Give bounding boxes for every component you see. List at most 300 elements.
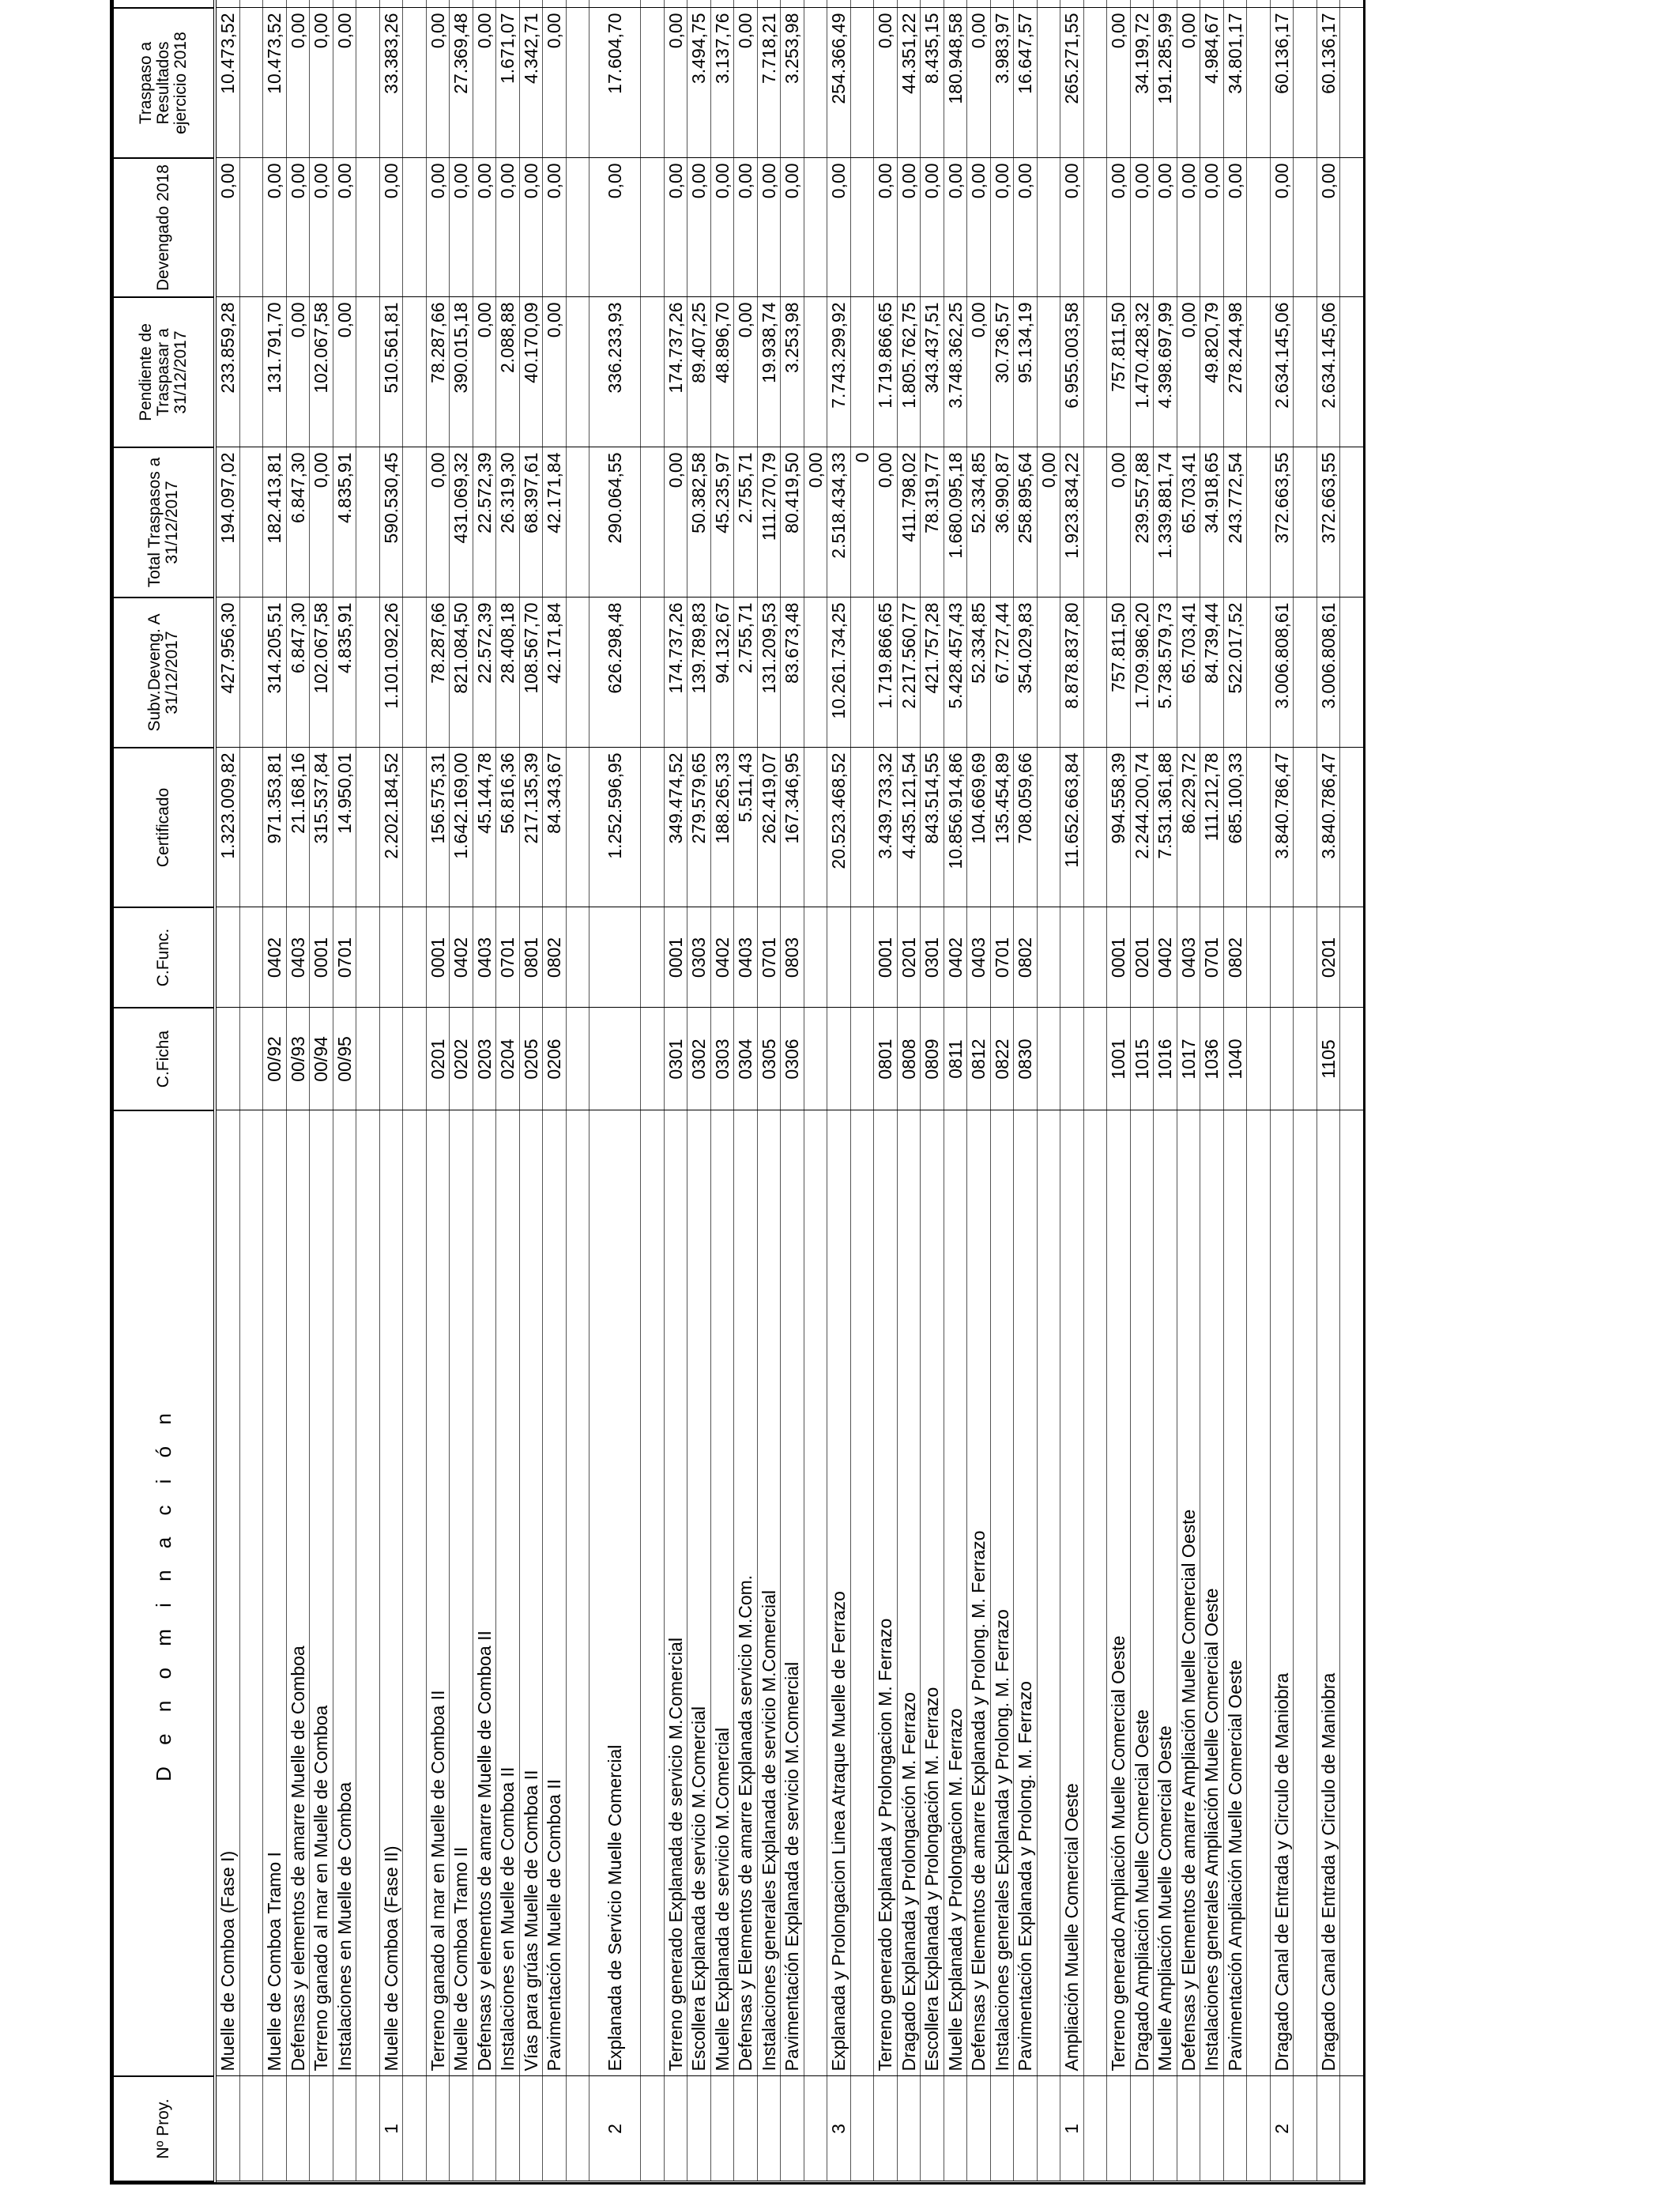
table-row bbox=[897, 0, 921, 2181]
subv-cell bbox=[1294, 598, 1317, 748]
cfunc-cell bbox=[1060, 907, 1084, 1008]
total-traspasos-cell: 0,00 bbox=[664, 447, 687, 598]
pendiente-2017-cell: 4.398.697,99 bbox=[1154, 297, 1177, 447]
denominacion-cell bbox=[1294, 1110, 1317, 2076]
cficha-cell bbox=[403, 1008, 427, 1110]
pendiente-2017-cell: 3.748.362,25 bbox=[944, 297, 967, 447]
certificado-cell: 188.265,33 bbox=[710, 748, 734, 907]
blank-row bbox=[239, 0, 263, 2181]
header-cfunc: C.Func. bbox=[113, 907, 215, 1008]
nproy-cell bbox=[710, 2076, 734, 2181]
devengado-2018-cell bbox=[403, 158, 427, 297]
certificado-cell: 217.135,39 bbox=[519, 748, 543, 907]
cfunc-cell: 0701 bbox=[990, 907, 1014, 1008]
table-row bbox=[944, 0, 967, 2181]
table-row bbox=[543, 0, 567, 2181]
traspaso-resultados-cell: 1.671,07 bbox=[496, 8, 520, 158]
cfunc-cell: 0001 bbox=[310, 907, 333, 1008]
cficha-cell bbox=[356, 1008, 380, 1110]
total-traspasos-cell bbox=[403, 447, 427, 598]
pendiente-2018-cell bbox=[921, 0, 944, 8]
denominacion-cell: Instalaciones en Muelle de Comboa II bbox=[496, 1110, 520, 2076]
pendiente-2018-cell bbox=[519, 0, 543, 8]
pendiente-2017-cell: 510.561,81 bbox=[379, 297, 403, 447]
certificado-cell bbox=[239, 748, 263, 907]
nproy-cell bbox=[1130, 2076, 1154, 2181]
denominacion-cell bbox=[1340, 1110, 1363, 2076]
subv-cell: 139.789,83 bbox=[687, 598, 711, 748]
certificado-cell: 111.212,78 bbox=[1200, 748, 1224, 907]
pendiente-2018-cell bbox=[990, 0, 1014, 8]
pendiente-2017-cell: 6.955.003,58 bbox=[1060, 297, 1084, 447]
devengado-2018-cell bbox=[566, 158, 590, 297]
cficha-cell: 0202 bbox=[450, 1008, 473, 1110]
total-traspasos-cell: 0,00 bbox=[426, 447, 450, 598]
total-traspasos-cell: 6.847,30 bbox=[286, 447, 310, 598]
devengado-2018-cell: 0,00 bbox=[1200, 158, 1224, 297]
pendiente-2018-cell bbox=[827, 0, 851, 8]
cfunc-cell: 0402 bbox=[710, 907, 734, 1008]
certificado-cell bbox=[641, 748, 665, 907]
pendiente-2017-cell: 89.407,25 bbox=[687, 297, 711, 447]
traspaso-resultados-cell bbox=[239, 8, 263, 158]
pendiente-2018-cell bbox=[967, 0, 991, 8]
traspaso-resultados-cell: 7.718,21 bbox=[757, 8, 781, 158]
nproy-cell bbox=[215, 2076, 239, 2181]
nproy-cell: 1 bbox=[1060, 2076, 1084, 2181]
denominacion-cell: Terreno generado Ampliación Muelle Comercial Oeste bbox=[1107, 1110, 1131, 2076]
denominacion-cell bbox=[850, 1110, 874, 2076]
pendiente-2017-cell: 7.743.299,92 bbox=[827, 297, 851, 447]
pendiente-2017-cell: 1.805.762,75 bbox=[897, 297, 921, 447]
nproy-cell bbox=[1223, 2076, 1247, 2181]
devengado-2018-cell: 0,00 bbox=[757, 158, 781, 297]
denominacion-cell: Pavimentación Explanada de servicio M.Comercial bbox=[781, 1110, 804, 2076]
pendiente-2017-cell: 0,00 bbox=[473, 297, 496, 447]
cfunc-cell: 0301 bbox=[921, 907, 944, 1008]
nproy-cell bbox=[990, 2076, 1014, 2181]
cficha-cell: 1105 bbox=[1317, 1008, 1340, 1110]
denominacion-cell: Defensas y elementos de amarre Muelle de Comboa II bbox=[473, 1110, 496, 2076]
certificado-cell: 7.531.361,88 bbox=[1154, 748, 1177, 907]
pendiente-2017-cell bbox=[356, 297, 380, 447]
denominacion-cell: Dragado Explanada y Prolongación M. Ferrazo bbox=[897, 1110, 921, 2076]
total-traspasos-cell: 0,00 bbox=[310, 447, 333, 598]
devengado-2018-cell: 0,00 bbox=[333, 158, 356, 297]
pendiente-2018-cell bbox=[566, 0, 590, 8]
traspaso-resultados-cell: 3.137,76 bbox=[710, 8, 734, 158]
certificado-cell: 2.202.184,52 bbox=[379, 748, 403, 907]
cfunc-cell bbox=[1247, 907, 1271, 1008]
certificado-cell: 11.652.663,84 bbox=[1060, 748, 1084, 907]
cficha-cell: 0801 bbox=[874, 1008, 898, 1110]
denominacion-cell: Dragado Canal de Entrada y Circulo de Maniobra bbox=[1270, 1110, 1294, 2076]
cfunc-cell: 0403 bbox=[734, 907, 758, 1008]
cfunc-cell bbox=[804, 907, 827, 1008]
certificado-cell bbox=[566, 748, 590, 907]
denominacion-cell bbox=[1083, 1110, 1107, 2076]
cfunc-cell: 0403 bbox=[967, 907, 991, 1008]
table-row bbox=[310, 0, 333, 2181]
traspaso-resultados-cell: 0,00 bbox=[426, 8, 450, 158]
nproy-cell bbox=[1014, 2076, 1038, 2181]
blank-row bbox=[1083, 0, 1107, 2181]
devengado-2018-cell: 0,00 bbox=[379, 158, 403, 297]
cficha-cell bbox=[804, 1008, 827, 1110]
traspaso-resultados-cell: 0,00 bbox=[1177, 8, 1200, 158]
cficha-cell: 1001 bbox=[1107, 1008, 1131, 1110]
table-row bbox=[804, 0, 827, 2181]
table-row bbox=[450, 0, 473, 2181]
cficha-cell bbox=[379, 1008, 403, 1110]
devengado-2018-cell: 0,00 bbox=[543, 158, 567, 297]
cfunc-cell: 0403 bbox=[473, 907, 496, 1008]
cfunc-cell: 0001 bbox=[1107, 907, 1131, 1008]
nproy-cell bbox=[403, 2076, 427, 2181]
cfunc-cell: 0201 bbox=[897, 907, 921, 1008]
traspaso-resultados-cell bbox=[1037, 8, 1060, 158]
group-row bbox=[590, 0, 641, 2181]
certificado-cell: 135.454,89 bbox=[990, 748, 1014, 907]
pendiente-2017-cell bbox=[239, 297, 263, 447]
table-row bbox=[426, 0, 450, 2181]
devengado-2018-cell: 0,00 bbox=[897, 158, 921, 297]
header-denominacion: D e n o m i n a c i ó n bbox=[113, 1110, 215, 2076]
table-row bbox=[687, 0, 711, 2181]
table-row bbox=[710, 0, 734, 2181]
header-pendiente-2017: Pendiente de Traspasar a 31/12/2017 bbox=[113, 297, 215, 447]
certificado-cell: 10.856.914,86 bbox=[944, 748, 967, 907]
pendiente-2017-cell: 757.811,50 bbox=[1107, 297, 1131, 447]
traspaso-resultados-cell: 0,00 bbox=[967, 8, 991, 158]
pendiente-2017-cell: 343.437,51 bbox=[921, 297, 944, 447]
cficha-cell: 0305 bbox=[757, 1008, 781, 1110]
denominacion-cell bbox=[641, 1110, 665, 2076]
pendiente-2018-cell bbox=[781, 0, 804, 8]
pendiente-2017-cell: 2.088,88 bbox=[496, 297, 520, 447]
cficha-cell bbox=[590, 1008, 641, 1110]
devengado-2018-cell: 0,00 bbox=[874, 158, 898, 297]
total-traspasos-cell: 431.069,32 bbox=[450, 447, 473, 598]
pendiente-2017-cell: 48.896,70 bbox=[710, 297, 734, 447]
traspaso-resultados-cell: 265.271,55 bbox=[1060, 8, 1084, 158]
pendiente-2018-cell bbox=[215, 0, 239, 8]
traspaso-resultados-cell bbox=[1083, 8, 1107, 158]
denominacion-cell: Explanada y Prolongacion Linea Atraque Muelle de Ferrazo bbox=[827, 1110, 851, 2076]
cficha-cell: 0811 bbox=[944, 1008, 967, 1110]
denominacion-cell: Dragado Ampliación Muelle Comercial Oeste bbox=[1130, 1110, 1154, 2076]
nproy-cell bbox=[1177, 2076, 1200, 2181]
cfunc-cell: 0402 bbox=[944, 907, 967, 1008]
cficha-cell bbox=[1060, 1008, 1084, 1110]
cfunc-cell: 0701 bbox=[496, 907, 520, 1008]
cfunc-cell: 0701 bbox=[333, 907, 356, 1008]
nproy-cell bbox=[687, 2076, 711, 2181]
pendiente-2018-cell bbox=[1270, 0, 1294, 8]
pendiente-2017-cell bbox=[804, 297, 827, 447]
cficha-cell: 0808 bbox=[897, 1008, 921, 1110]
subv-cell: 52.334,85 bbox=[967, 598, 991, 748]
pendiente-2018-cell bbox=[874, 0, 898, 8]
devengado-2018-cell bbox=[1294, 158, 1317, 297]
cficha-cell: 00/92 bbox=[263, 1008, 287, 1110]
devengado-2018-cell: 0,00 bbox=[827, 158, 851, 297]
devengado-2018-cell: 0,00 bbox=[286, 158, 310, 297]
certificado-cell: 3.840.786,47 bbox=[1270, 748, 1294, 907]
traspaso-resultados-cell: 16.647,57 bbox=[1014, 8, 1038, 158]
cfunc-cell bbox=[566, 907, 590, 1008]
cfunc-cell: 0801 bbox=[519, 907, 543, 1008]
subv-cell: 421.757,28 bbox=[921, 598, 944, 748]
certificado-cell: 5.511,43 bbox=[734, 748, 758, 907]
subv-cell: 10.261.734,25 bbox=[827, 598, 851, 748]
nproy-cell bbox=[850, 2076, 874, 2181]
pendiente-2018-cell bbox=[1177, 0, 1200, 8]
certificado-cell: 4.435.121,54 bbox=[897, 748, 921, 907]
devengado-2018-cell: 0,00 bbox=[263, 158, 287, 297]
devengado-2018-cell bbox=[1083, 158, 1107, 297]
subv-cell: 1.719.866,65 bbox=[874, 598, 898, 748]
denominacion-cell: Pavimentación Muelle de Comboa II bbox=[543, 1110, 567, 2076]
traspaso-resultados-cell: 60.136,17 bbox=[1317, 8, 1340, 158]
total-traspasos-cell: 0,00 bbox=[1037, 447, 1060, 598]
blank-row bbox=[356, 0, 380, 2181]
cfunc-cell bbox=[1294, 907, 1317, 1008]
pendiente-2018-cell bbox=[664, 0, 687, 8]
pendiente-2017-cell bbox=[1294, 297, 1317, 447]
traspaso-resultados-cell: 10.473,52 bbox=[215, 8, 239, 158]
pendiente-2017-cell bbox=[1340, 297, 1363, 447]
pendiente-2018-cell bbox=[1200, 0, 1224, 8]
devengado-2018-cell: 0,00 bbox=[426, 158, 450, 297]
cfunc-cell: 0802 bbox=[1014, 907, 1038, 1008]
table-row bbox=[286, 0, 310, 2181]
devengado-2018-cell: 0,00 bbox=[710, 158, 734, 297]
nproy-cell bbox=[641, 2076, 665, 2181]
cficha-cell: 0302 bbox=[687, 1008, 711, 1110]
total-traspasos-cell: 372.663,55 bbox=[1270, 447, 1294, 598]
pendiente-2018-cell bbox=[263, 0, 287, 8]
nproy-cell bbox=[944, 2076, 967, 2181]
denominacion-cell bbox=[1037, 1110, 1060, 2076]
denominacion-cell: Pavimentación Ampliación Muelle Comercial Oeste bbox=[1223, 1110, 1247, 2076]
pendiente-2018-cell bbox=[1154, 0, 1177, 8]
table-row bbox=[1154, 0, 1177, 2181]
nproy-cell bbox=[1107, 2076, 1131, 2181]
total-traspasos-cell: 1.339.881,74 bbox=[1154, 447, 1177, 598]
pendiente-2018-cell bbox=[1037, 0, 1060, 8]
denominacion-cell: Escollera Explanada de servicio M.Comercial bbox=[687, 1110, 711, 2076]
devengado-2018-cell: 0,00 bbox=[781, 158, 804, 297]
pendiente-2018-cell bbox=[641, 0, 665, 8]
pendiente-2018-cell bbox=[850, 0, 874, 8]
pendiente-2018-cell bbox=[496, 0, 520, 8]
devengado-2018-cell: 0,00 bbox=[1107, 158, 1131, 297]
subv-cell bbox=[1340, 598, 1363, 748]
pendiente-2017-cell bbox=[1083, 297, 1107, 447]
devengado-2018-cell: 0,00 bbox=[1177, 158, 1200, 297]
pendiente-2017-cell: 278.244,98 bbox=[1223, 297, 1247, 447]
subv-cell: 427.956,30 bbox=[215, 598, 239, 748]
total-traspasos-cell: 0,00 bbox=[1107, 447, 1131, 598]
nproy-cell: 2 bbox=[1270, 2076, 1294, 2181]
devengado-2018-cell: 0,00 bbox=[1014, 158, 1038, 297]
denominacion-cell: Instalaciones generales Explanada y Prolong. M. Ferrazo bbox=[990, 1110, 1014, 2076]
table-row bbox=[921, 0, 944, 2181]
cficha-cell: 1016 bbox=[1154, 1008, 1177, 1110]
pendiente-2017-cell: 0,00 bbox=[967, 297, 991, 447]
subv-cell: 102.067,58 bbox=[310, 598, 333, 748]
total-traspasos-cell: 243.772,54 bbox=[1223, 447, 1247, 598]
devengado-2018-cell: 0,00 bbox=[310, 158, 333, 297]
devengado-2018-cell: 0,00 bbox=[990, 158, 1014, 297]
cfunc-cell: 0402 bbox=[1154, 907, 1177, 1008]
subv-cell: 1.709.986,20 bbox=[1130, 598, 1154, 748]
nproy-cell bbox=[356, 2076, 380, 2181]
pendiente-2017-cell: 336.233,93 bbox=[590, 297, 641, 447]
traspaso-resultados-cell bbox=[1247, 8, 1271, 158]
devengado-2018-cell: 0,00 bbox=[687, 158, 711, 297]
denominacion-cell: Vías para grúas Muelle de Comboa II bbox=[519, 1110, 543, 2076]
header-certificado: Certificado bbox=[113, 748, 215, 907]
blank-row bbox=[641, 0, 665, 2181]
traspaso-resultados-cell: 0,00 bbox=[543, 8, 567, 158]
denominacion-cell: Ampliación Muelle Comercial Oeste bbox=[1060, 1110, 1084, 2076]
header-pendiente-2018 bbox=[113, 0, 215, 8]
pendiente-2018-cell bbox=[239, 0, 263, 8]
certificado-cell bbox=[850, 748, 874, 907]
pendiente-2018-cell bbox=[590, 0, 641, 8]
traspaso-resultados-cell: 0,00 bbox=[1107, 8, 1131, 158]
pendiente-2018-cell bbox=[897, 0, 921, 8]
pendiente-2017-cell: 40.170,09 bbox=[519, 297, 543, 447]
cfunc-cell bbox=[641, 907, 665, 1008]
subv-cell: 2.217.560,77 bbox=[897, 598, 921, 748]
traspaso-resultados-cell: 3.494,75 bbox=[687, 8, 711, 158]
cfunc-cell: 0001 bbox=[426, 907, 450, 1008]
subv-cell: 8.878.837,80 bbox=[1060, 598, 1084, 748]
denominacion-cell: Muelle de Comboa (Fase I) bbox=[215, 1110, 239, 2076]
devengado-2018-cell: 0,00 bbox=[496, 158, 520, 297]
pendiente-2017-cell: 0,00 bbox=[333, 297, 356, 447]
cfunc-cell bbox=[827, 907, 851, 1008]
certificado-cell: 3.840.786,47 bbox=[1317, 748, 1340, 907]
total-traspasos-cell: 42.171,84 bbox=[543, 447, 567, 598]
certificado-cell: 56.816,36 bbox=[496, 748, 520, 907]
table-row bbox=[967, 0, 991, 2181]
table-row bbox=[990, 0, 1014, 2181]
table-row bbox=[263, 0, 287, 2181]
nproy-cell bbox=[757, 2076, 781, 2181]
cfunc-cell bbox=[1340, 907, 1363, 1008]
devengado-2018-cell: 0,00 bbox=[1060, 158, 1084, 297]
subv-cell bbox=[566, 598, 590, 748]
nproy-cell bbox=[286, 2076, 310, 2181]
pendiente-2017-cell: 0,00 bbox=[543, 297, 567, 447]
denominacion-cell: Muelle Explanada de servicio M.Comercial bbox=[710, 1110, 734, 2076]
nproy-cell bbox=[496, 2076, 520, 2181]
cficha-cell: 1015 bbox=[1130, 1008, 1154, 1110]
cfunc-cell: 0802 bbox=[1223, 907, 1247, 1008]
subv-cell: 131.209,53 bbox=[757, 598, 781, 748]
subv-cell bbox=[850, 598, 874, 748]
traspaso-resultados-cell: 0,00 bbox=[874, 8, 898, 158]
header-subv: Subv.Deveng. A 31/12/2017 bbox=[113, 598, 215, 748]
certificado-cell: 20.523.468,52 bbox=[827, 748, 851, 907]
cficha-cell: 0822 bbox=[990, 1008, 1014, 1110]
total-traspasos-cell: 2.518.434,33 bbox=[827, 447, 851, 598]
denominacion-cell bbox=[239, 1110, 263, 2076]
total-traspasos-cell: 1.680.095,18 bbox=[944, 447, 967, 598]
total-traspasos-cell: 239.557,88 bbox=[1130, 447, 1154, 598]
pendiente-2018-cell bbox=[944, 0, 967, 8]
nproy-cell bbox=[450, 2076, 473, 2181]
cficha-cell: 0812 bbox=[967, 1008, 991, 1110]
cficha-cell bbox=[1037, 1008, 1060, 1110]
nproy-cell bbox=[1037, 2076, 1060, 2181]
certificado-cell bbox=[1037, 748, 1060, 907]
certificado-cell: 86.229,72 bbox=[1177, 748, 1200, 907]
nproy-cell bbox=[1154, 2076, 1177, 2181]
group-row bbox=[379, 0, 403, 2181]
pendiente-2017-cell: 0,00 bbox=[1177, 297, 1200, 447]
traspaso-resultados-cell: 0,00 bbox=[333, 8, 356, 158]
header-traspaso-resultados: Traspaso a Resultados ejercicio 2018 bbox=[113, 8, 215, 158]
pendiente-2018-cell bbox=[450, 0, 473, 8]
table-row bbox=[1200, 0, 1224, 2181]
nproy-cell bbox=[473, 2076, 496, 2181]
table-row bbox=[519, 0, 543, 2181]
subv-cell: 6.847,30 bbox=[286, 598, 310, 748]
table-row bbox=[734, 0, 758, 2181]
devengado-2018-cell: 0,00 bbox=[1317, 158, 1340, 297]
total-traspasos-cell: 52.334,85 bbox=[967, 447, 991, 598]
certificado-cell bbox=[356, 748, 380, 907]
devengado-2018-cell bbox=[1037, 158, 1060, 297]
nproy-cell: 1 bbox=[379, 2076, 403, 2181]
denominacion-cell: Instalaciones generales Explanada de servicio M.Comercial bbox=[757, 1110, 781, 2076]
nproy-cell bbox=[239, 2076, 263, 2181]
total-traspasos-cell: 258.895,64 bbox=[1014, 447, 1038, 598]
pendiente-2017-cell: 19.938,74 bbox=[757, 297, 781, 447]
cficha-cell bbox=[239, 1008, 263, 1110]
traspaso-resultados-cell bbox=[641, 8, 665, 158]
cficha-cell bbox=[850, 1008, 874, 1110]
devengado-2018-cell bbox=[1340, 158, 1363, 297]
pendiente-2018-cell bbox=[426, 0, 450, 8]
cficha-cell bbox=[566, 1008, 590, 1110]
traspaso-resultados-cell: 33.383,26 bbox=[379, 8, 403, 158]
denominacion-cell: Terreno generado Explanada y Prolongacion M. Ferrazo bbox=[874, 1110, 898, 2076]
group-row bbox=[827, 0, 851, 2181]
table-body bbox=[215, 0, 1363, 2181]
traspaso-resultados-cell bbox=[804, 8, 827, 158]
cficha-cell: 0306 bbox=[781, 1008, 804, 1110]
cficha-cell: 0301 bbox=[664, 1008, 687, 1110]
cficha-cell: 0809 bbox=[921, 1008, 944, 1110]
certificado-cell: 21.168,16 bbox=[286, 748, 310, 907]
subv-cell: 108.567,70 bbox=[519, 598, 543, 748]
subv-cell: 83.673,48 bbox=[781, 598, 804, 748]
table-row bbox=[1223, 0, 1247, 2181]
devengado-2018-cell: 0,00 bbox=[215, 158, 239, 297]
cfunc-cell: 0402 bbox=[450, 907, 473, 1008]
subv-cell: 314.205,51 bbox=[263, 598, 287, 748]
denominacion-cell bbox=[566, 1110, 590, 2076]
pendiente-2018-cell bbox=[1130, 0, 1154, 8]
table-row bbox=[664, 0, 687, 2181]
traspaso-resultados-cell bbox=[1294, 8, 1317, 158]
